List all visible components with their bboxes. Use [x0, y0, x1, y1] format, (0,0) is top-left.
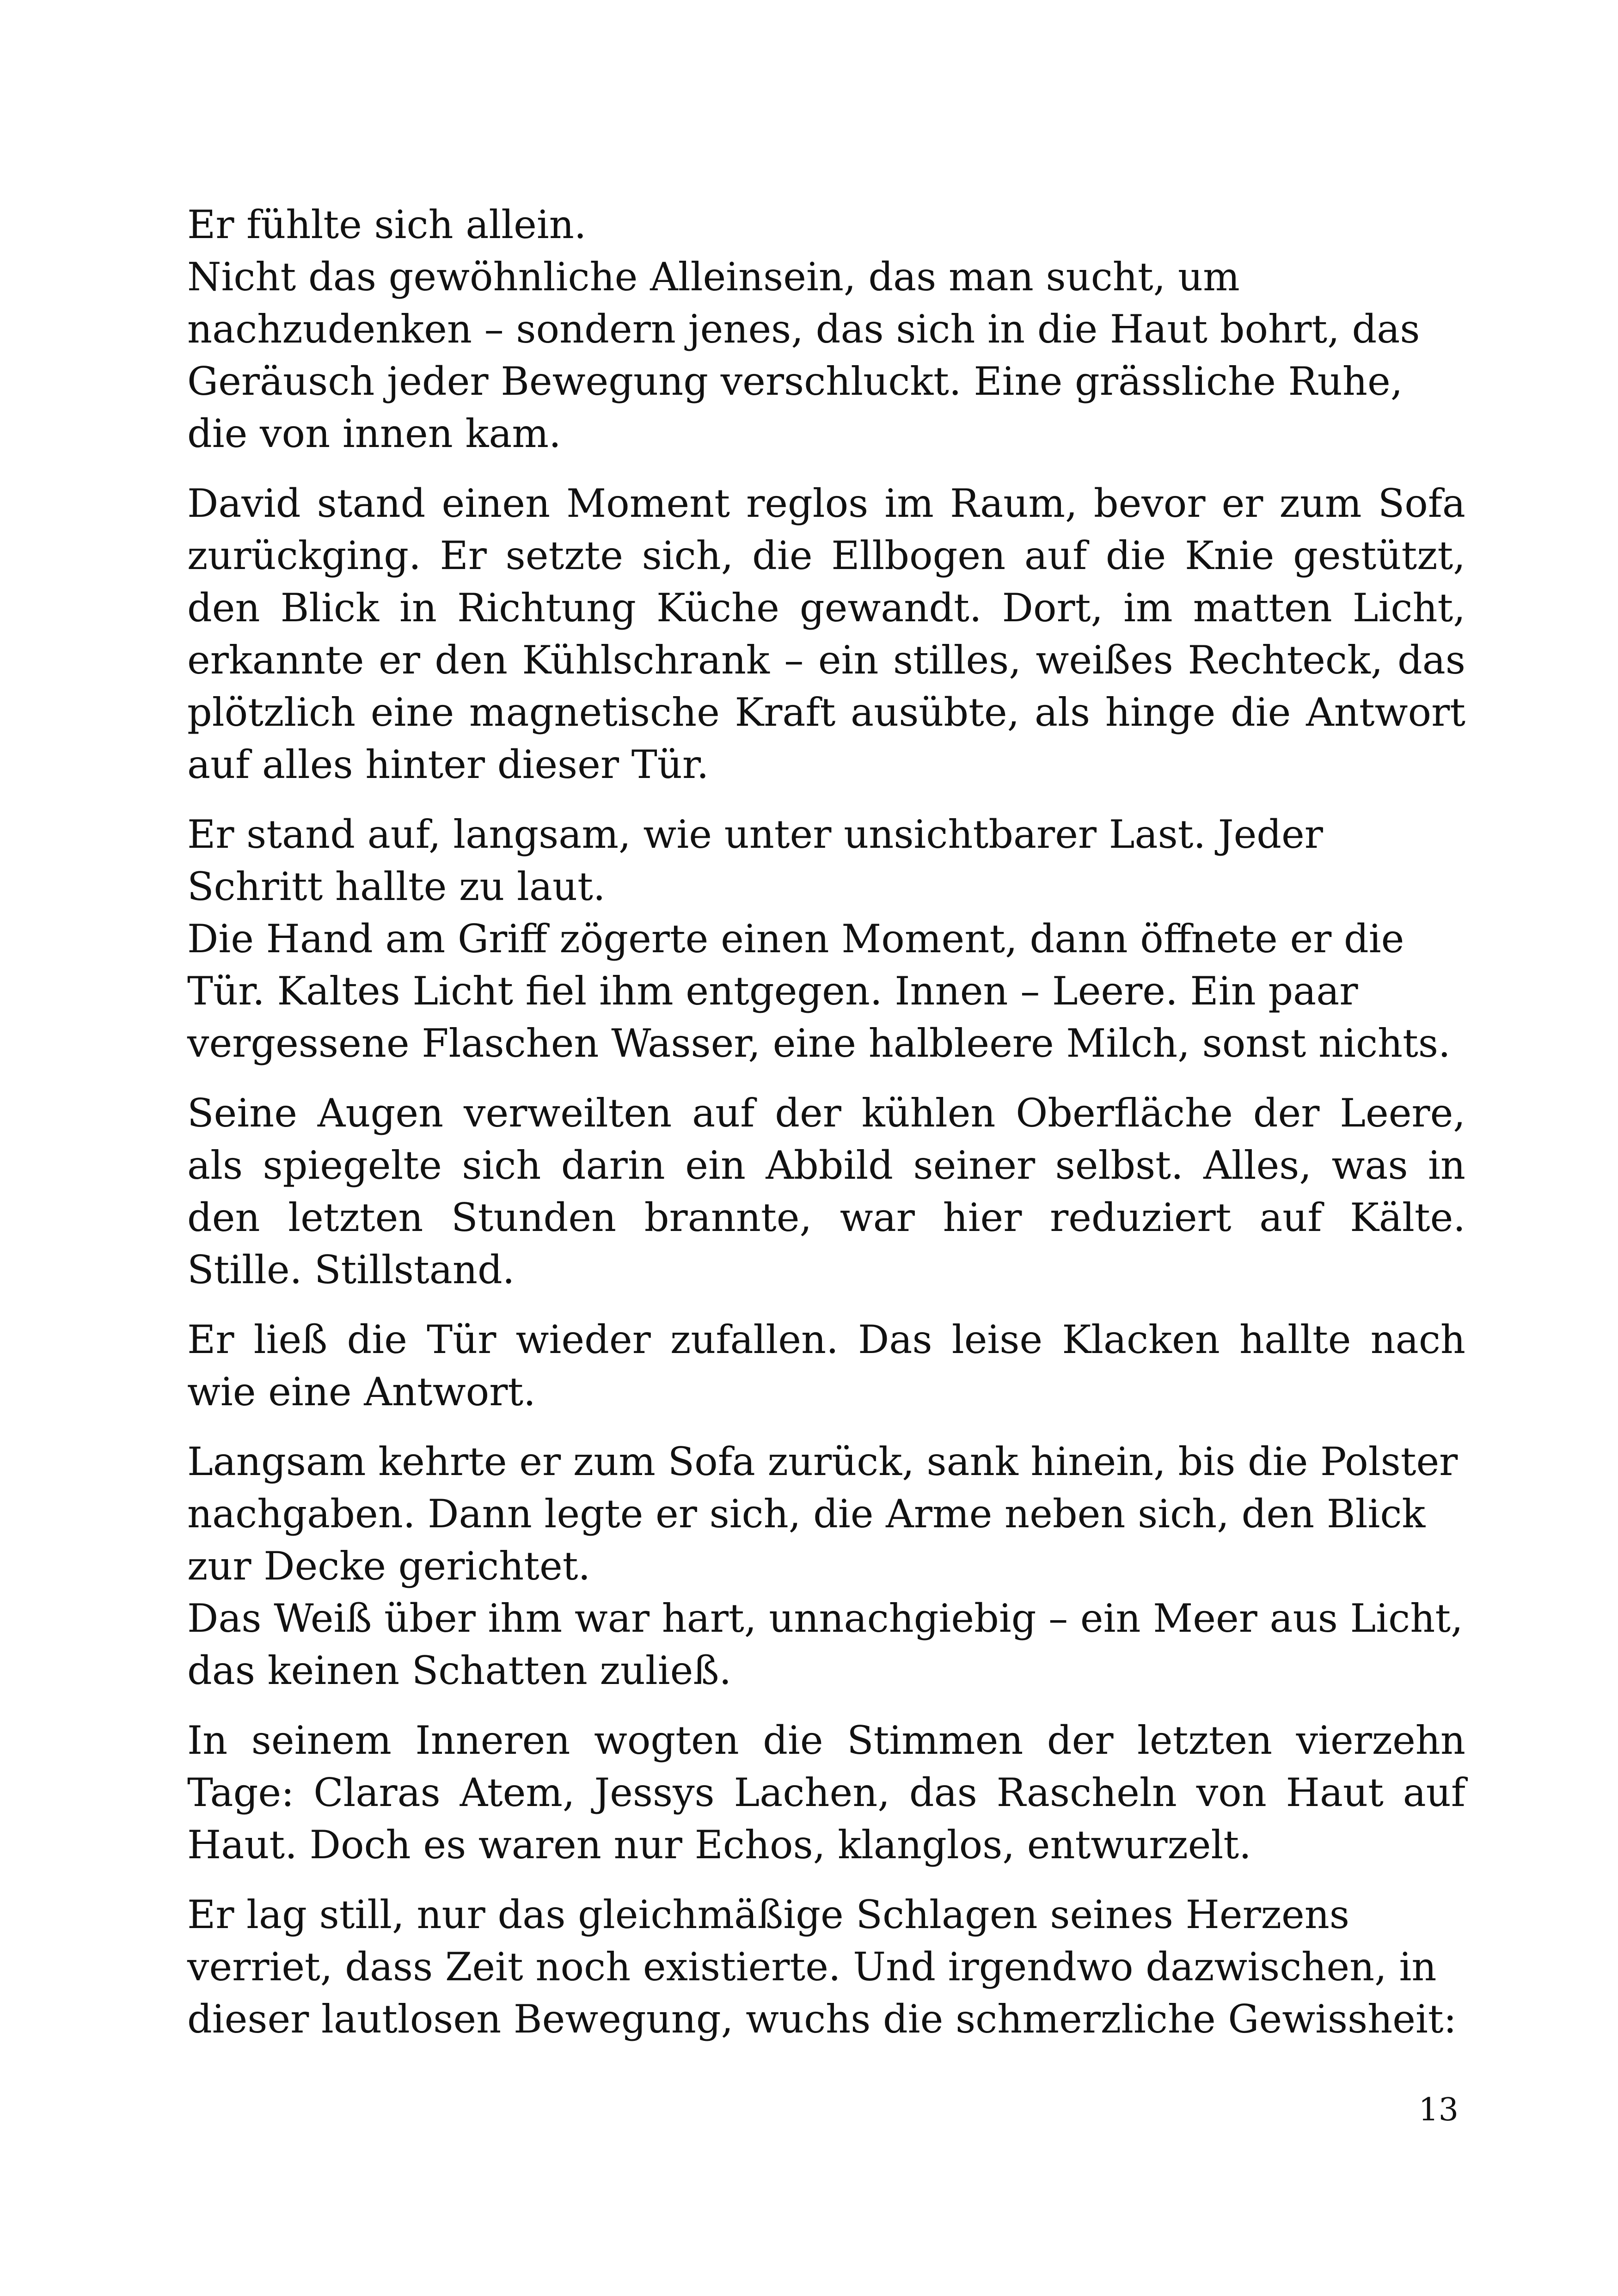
paragraph: Er ließ die Tür wieder zufallen. Das leise Klacken hallte nach wie eine Antwort. [187, 1317, 1465, 1414]
paragraph: Das Weiß über ihm war hart, unnachgiebig – ein Meer aus Licht, das keinen Schatten zuließ. [187, 1596, 1463, 1693]
page-number: 13 [1418, 2092, 1459, 2128]
paragraph: Er lag still, nur das gleichmäßige Schlagen seines Herzens verriet, dass Zeit noch existierte. Und irgendwo dazwischen, in dieser lautlosen Bewegung, wuchs die schmerzliche Gewissheit: [187, 1892, 1457, 2042]
paragraph: Er fühlte sich allein. [187, 202, 587, 247]
paragraph: Seine Augen verweilten auf der kühlen Oberfläche der Leere, als spiegelte sich darin ein Abbild seiner selbst. Alles, was in den letzten Stunden brannte, war hier reduziert auf Kälte. Stille. Stillstand. [187, 1090, 1465, 1292]
paragraph: David stand einen Moment reglos im Raum, bevor er zum Sofa zurückging. Er setzte sich, die Ellbogen auf die Knie gestützt, den Blick in Richtung Küche gewandt. Dort, im matten Licht, erkannte er den Kühlschrank – ein stilles, weißes Rechteck, das plötzlich eine magnetische Kraft ausübte, als hinge die Antwort auf alles hinter dieser Tür. [187, 481, 1465, 787]
paragraph: Langsam kehrte er zum Sofa zurück, sank hinein, bis die Polster nachgaben. Dann legte er sich, die Arme neben sich, den Blick zur Decke gerichtet. [187, 1439, 1458, 1589]
paragraph: Nicht das gewöhnliche Alleinsein, das man sucht, um nachzudenken – sondern jenes, das sich in die Haut bohrt, das Geräusch jeder Bewegung verschluckt. Eine grässliche Ruhe, die von innen kam. [187, 254, 1420, 456]
paragraph: In seinem Inneren wogten die Stimmen der letzten vierzehn Tage: Claras Atem, Jessys Lachen, das Rascheln von Haut auf Haut. Doch es waren nur Echos, klanglos, entwurzelt. [187, 1718, 1465, 1867]
paragraph: Die Hand am Griff zögerte einen Moment, dann öffnete er die Tür. Kaltes Licht fiel ihm entgegen. Innen – Leere. Ein paar vergessene Flaschen Wasser, eine halbleere Milch, sonst nichts. [187, 916, 1451, 1066]
body-text [187, 199, 1465, 2063]
paragraph: Er stand auf, langsam, wie unter unsichtbarer Last. Jeder Schritt hallte zu laut. [187, 812, 1323, 909]
